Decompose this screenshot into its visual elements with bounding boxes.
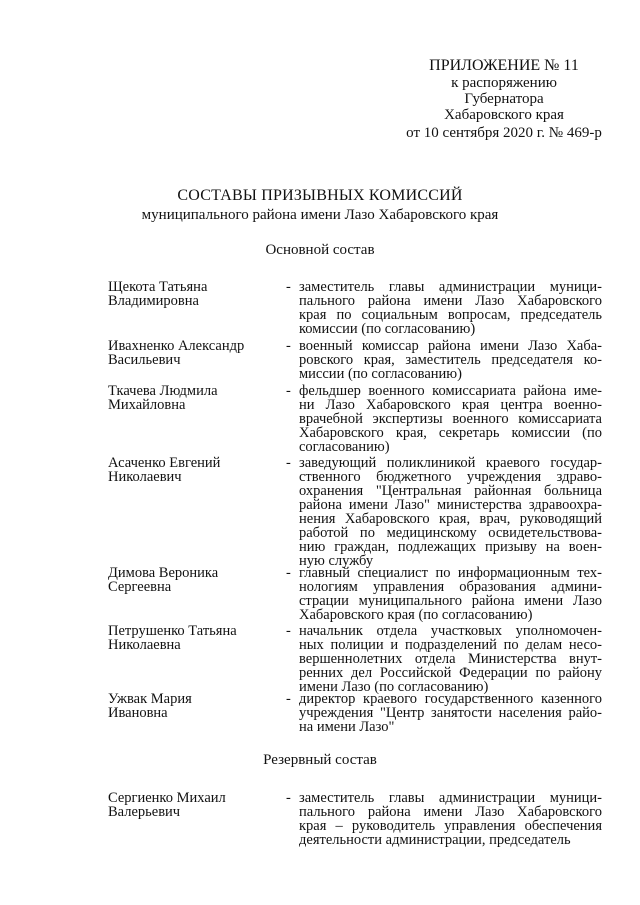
member-name: Сергиенко Михаил Валерьевич (108, 790, 226, 820)
member-name: Ткачева Людмила Михайловна (108, 383, 218, 413)
member-dash: - (286, 383, 291, 399)
member-role: фельдшер военного комиссариата района име- ни Лазо Хабаровского края центра военно- врачебной экспертизы военного комиссариата Хабаровского края, секретарь комиссии (по согласованию) (299, 383, 602, 455)
member-name: Димова Вероника Сергеевна (108, 565, 219, 595)
appendix-date: от 10 сентября 2020 г. № 469-р (406, 125, 602, 141)
member-role: заместитель главы администрации муници- пального района имени Лазо Хабаровского края – руководитель управления обеспечения деятельности администрации, председатель (299, 790, 602, 848)
member-name: Петрушенко Татьяна Николаевна (108, 623, 237, 653)
appendix-title: ПРИЛОЖЕНИЕ № 11 (429, 57, 579, 74)
appendix-line: к распоряжению (451, 75, 557, 91)
member-name: Ивахненко Александр Васильевич (108, 338, 245, 368)
member-name: Ужвак Мария Ивановна (108, 691, 192, 721)
member-dash: - (286, 691, 291, 707)
appendix-line: Губернатора (464, 91, 544, 107)
member-role: главный специалист по информационным тех- нологиям управления образования админи- страции муниципального района имени Лазо Хабаровского края (по согласованию) (299, 565, 602, 623)
appendix-line: Хабаровского края (444, 107, 564, 123)
member-dash: - (286, 623, 291, 639)
member-role: заведующий поликлиникой краевого государ- ственного бюджетного учреждения здраво- охранения "Центральная районная больница района имени Лазо" министерства здравоохра- нения Хабаровского края, врач, руководящий работой по медицинскому освидетельствова- нию граждан, подлежащих призыву на воен- ную службу (299, 455, 602, 569)
member-name: Щекота Татьяна Владимировна (108, 279, 208, 309)
member-name: Асаченко Евгений Николаевич (108, 455, 221, 485)
member-role: начальник отдела участковых уполномочен- ных полиции и подразделений по делам несо- вершеннолетних отдела Министерства внут- ренних дел Российской Федерации по району имени Лазо (по согласованию) (299, 623, 602, 695)
member-dash: - (286, 279, 291, 295)
member-dash: - (286, 565, 291, 581)
member-dash: - (286, 455, 291, 471)
section-title-reserve: Резервный состав (263, 752, 377, 768)
section-title-main: Основной состав (265, 242, 375, 258)
member-role: военный комиссар района имени Лазо Хаба- ровского края, заместитель председателя ко- миссии (по согласованию) (299, 338, 602, 382)
member-dash: - (286, 338, 291, 354)
appendix-block (398, 58, 610, 141)
member-role: директор краевого государственного казенного учреждения "Центр занятости населения райо- на имени Лазо" (299, 691, 602, 735)
document-title: СОСТАВЫ ПРИЗЫВНЫХ КОМИССИЙ (177, 187, 463, 204)
member-role: заместитель главы администрации муници- пального района имени Лазо Хабаровского края по социальным вопросам, председатель комиссии (по согласованию) (299, 279, 602, 337)
member-dash: - (286, 790, 291, 806)
document-subtitle: муниципального района имени Лазо Хабаровского края (141, 207, 499, 223)
